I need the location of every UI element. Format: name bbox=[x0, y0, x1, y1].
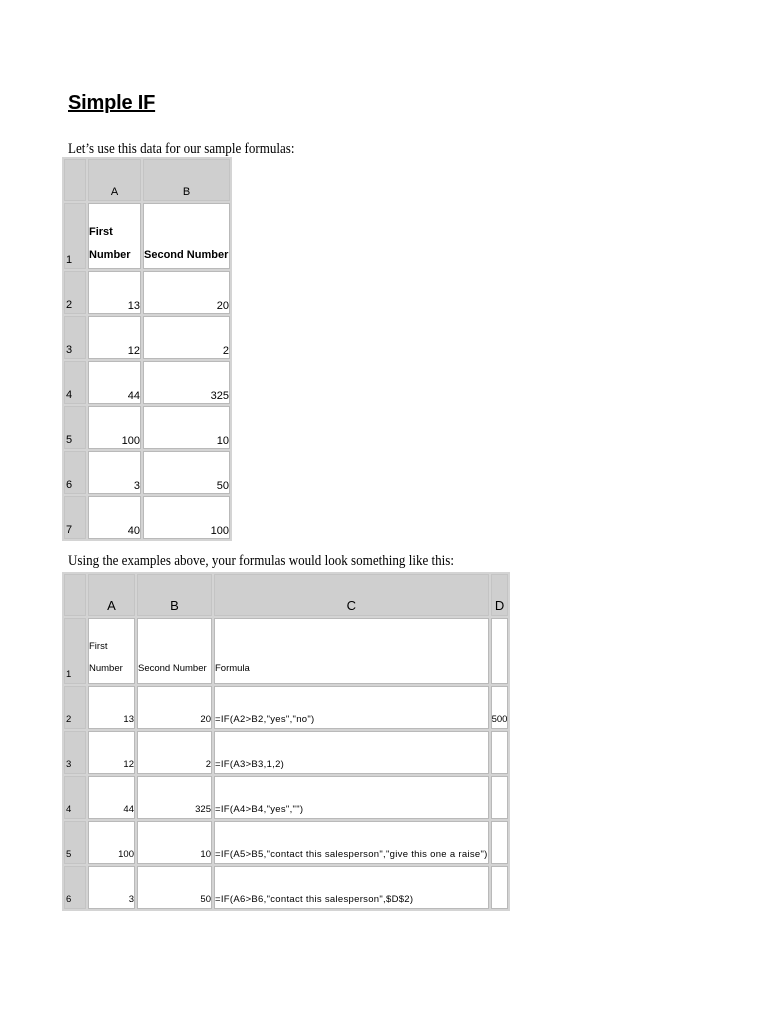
cell-b: 2 bbox=[137, 731, 212, 774]
cell-b: 10 bbox=[143, 406, 230, 449]
column-header-b: B bbox=[137, 574, 212, 616]
header-cell-second-number bbox=[143, 203, 230, 269]
row-number: 1 bbox=[64, 203, 86, 269]
header-line: Second Number bbox=[138, 663, 207, 674]
header-cell-first-number bbox=[88, 618, 135, 684]
cell-b: 325 bbox=[137, 776, 212, 819]
row-number: 6 bbox=[64, 866, 86, 909]
column-header-b: B bbox=[143, 159, 230, 201]
row-number: 3 bbox=[64, 731, 86, 774]
header-line: Number bbox=[89, 663, 123, 674]
corner-cell bbox=[64, 574, 86, 616]
cell-a: 12 bbox=[88, 316, 141, 359]
column-header-d: D bbox=[491, 574, 509, 616]
row-number: 5 bbox=[64, 821, 86, 864]
header-line: First bbox=[89, 641, 108, 652]
corner-cell bbox=[64, 159, 86, 201]
cell-b: 100 bbox=[143, 496, 230, 539]
cell-b: 325 bbox=[143, 361, 230, 404]
cell-b: 10 bbox=[137, 821, 212, 864]
header-line: First bbox=[89, 226, 113, 238]
row-number: 5 bbox=[64, 406, 86, 449]
cell-formula: =IF(A6>B6,"contact this salesperson",$D$2) bbox=[214, 866, 489, 909]
header-line: Second Number bbox=[144, 249, 229, 261]
header-line: Number bbox=[89, 249, 131, 261]
cell-a: 40 bbox=[88, 496, 141, 539]
cell-b: 50 bbox=[143, 451, 230, 494]
cell-a: 13 bbox=[88, 271, 141, 314]
cell-d: 500 bbox=[491, 686, 509, 729]
sample-data-table bbox=[62, 157, 232, 541]
formula-examples-table bbox=[62, 572, 510, 911]
cell-formula: =IF(A5>B5,"contact this salesperson","give this one a raise") bbox=[214, 821, 489, 864]
cell-d bbox=[491, 776, 509, 819]
cell-a: 3 bbox=[88, 451, 141, 494]
cell-a: 3 bbox=[88, 866, 135, 909]
column-header-a: A bbox=[88, 574, 135, 616]
header-cell-d bbox=[491, 618, 509, 684]
cell-d bbox=[491, 866, 509, 909]
row-number: 7 bbox=[64, 496, 86, 539]
cell-d bbox=[491, 731, 509, 774]
row-number: 3 bbox=[64, 316, 86, 359]
cell-formula: =IF(A3>B3,1,2) bbox=[214, 731, 489, 774]
row-number: 2 bbox=[64, 686, 86, 729]
column-header-c: C bbox=[214, 574, 489, 616]
cell-a: 13 bbox=[88, 686, 135, 729]
cell-a: 44 bbox=[88, 776, 135, 819]
cell-a: 12 bbox=[88, 731, 135, 774]
cell-b: 50 bbox=[137, 866, 212, 909]
header-cell-formula bbox=[214, 618, 489, 684]
row-number: 6 bbox=[64, 451, 86, 494]
intro-paragraph: Let’s use this data for our sample formulas: bbox=[68, 141, 295, 157]
row-number: 4 bbox=[64, 776, 86, 819]
cell-a: 100 bbox=[88, 406, 141, 449]
cell-b: 20 bbox=[137, 686, 212, 729]
cell-b: 20 bbox=[143, 271, 230, 314]
cell-formula: =IF(A2>B2,"yes","no") bbox=[214, 686, 489, 729]
row-number: 1 bbox=[64, 618, 86, 684]
cell-a: 44 bbox=[88, 361, 141, 404]
header-cell-second-number bbox=[137, 618, 212, 684]
header-cell-first-number bbox=[88, 203, 141, 269]
followup-paragraph: Using the examples above, your formulas would look something like this: bbox=[68, 553, 455, 569]
cell-d bbox=[491, 821, 509, 864]
cell-a: 100 bbox=[88, 821, 135, 864]
row-number: 2 bbox=[64, 271, 86, 314]
column-header-a: A bbox=[88, 159, 141, 201]
cell-formula: =IF(A4>B4,"yes","") bbox=[214, 776, 489, 819]
header-line: Formula bbox=[215, 663, 250, 674]
cell-b: 2 bbox=[143, 316, 230, 359]
row-number: 4 bbox=[64, 361, 86, 404]
page-title: Simple IF bbox=[68, 92, 156, 114]
